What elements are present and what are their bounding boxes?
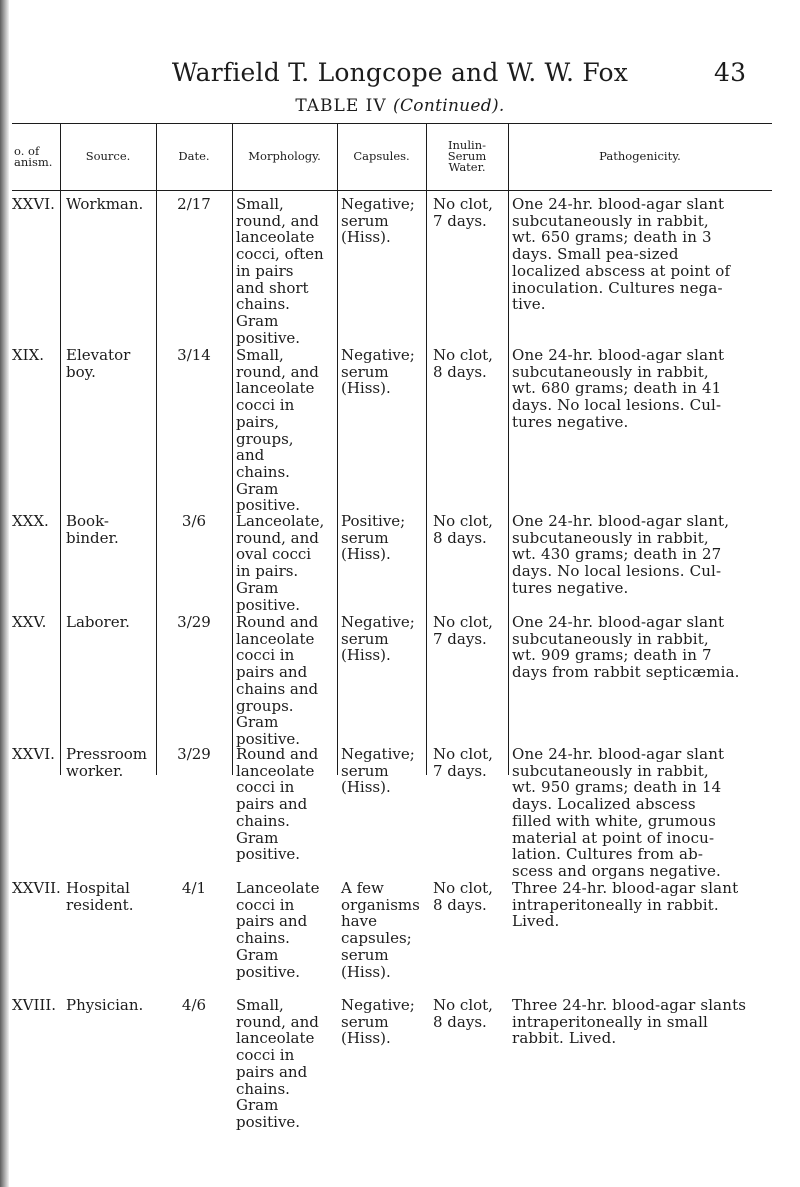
header-date: Date. [178,149,210,163]
column-divider [232,123,233,775]
capsules-cell: Negative; serum (Hiss). [341,195,415,247]
table-caption [0,96,800,116]
pathogenicity-cell: One 24-hr. blood-agar slant subcutaneously in rabbit, wt. 909 grams; death in 7 days from rabbit septicæmia. [512,613,740,682]
date-cell: 3/29 [177,745,211,763]
pathogenicity-cell: One 24-hr. blood-agar slant, subcutaneously in rabbit, wt. 430 grams; death in 27 days. No local lesions. Cul- tures negative. [512,512,730,597]
organism-cell: XVIII. [12,996,57,1014]
page-spine-shadow [0,0,9,1187]
running-head [0,58,800,87]
capsules-cell: Negative; serum (Hiss). [341,613,415,665]
pathogenicity-cell: One 24-hr. blood-agar slant subcutaneously in rabbit, wt. 680 grams; death in 41 days. No local lesions. Cul- tures negative. [512,346,725,431]
organism-cell: XXV. [12,613,47,631]
date-cell: 3/6 [181,512,207,530]
morphology-cell: Round and lanceolate cocci in pairs and chains. Gram positive. [236,745,319,864]
column-divider [426,123,427,775]
morphology-cell: Small, round, and lanceolate cocci in pairs, groups, and chains. Gram positive. [236,346,319,515]
inulin-cell: No clot, 7 days. [433,195,493,230]
running-head-title: Warfield T. Longcope and W. W. Fox [171,58,629,87]
column-divider [508,123,509,775]
morphology-cell: Lanceolate, round, and oval cocci in pairs. Gram positive. [236,512,325,614]
source-cell: Hospital resident. [66,879,134,914]
date-cell: 3/14 [177,346,211,364]
morphology-cell: Round and lanceolate cocci in pairs and chains and groups. Gram positive. [236,613,319,748]
source-cell: Elevator boy. [66,346,131,381]
source-cell: Laborer. [66,613,130,631]
table-caption-label: TABLE IV [295,96,387,116]
pathogenicity-cell: Three 24-hr. blood-agar slant intraperitoneally in rabbit. Lived. [512,879,739,931]
date-cell: 4/1 [181,879,207,897]
capsules-cell: Positive; serum (Hiss). [341,512,406,564]
page-number: 43 [714,58,747,87]
column-divider [337,123,338,775]
inulin-cell: No clot, 7 days. [433,745,493,780]
pathogenicity-cell: One 24-hr. blood-agar slant subcutaneously in rabbit, wt. 950 grams; death in 14 days. Localized abscess filled with white, grumous material at point of inocu- lation. Cultures from ab- scess and organs negative. [512,745,725,880]
header-organism: o. of anism. [14,143,53,169]
header-inulin-serum-water: Inulin- Serum Water. [447,138,487,174]
morphology-cell: Small, round, and lanceolate cocci in pairs and chains. Gram positive. [236,996,319,1131]
pathogenicity-cell: Three 24-hr. blood-agar slants intraperitoneally in small rabbit. Lived. [512,996,747,1048]
morphology-cell: Small, round, and lanceolate cocci, often in pairs and short chains. Gram positive. [236,195,324,347]
column-divider [60,123,61,775]
header-pathogenicity: Pathogenicity. [599,149,681,163]
column-divider [156,123,157,775]
organism-cell: XXX. [12,512,49,530]
morphology-cell: Lanceolate cocci in pairs and chains. Gram positive. [236,879,320,981]
inulin-cell: No clot, 8 days. [433,512,493,547]
source-cell: Pressroom worker. [66,745,147,780]
inulin-cell: No clot, 8 days. [433,996,493,1031]
date-cell: 3/29 [177,613,211,631]
inulin-cell: No clot, 7 days. [433,613,493,648]
table-caption-note: (Continued). [393,96,505,116]
organism-cell: XXVII. [12,879,61,897]
capsules-cell: Negative; serum (Hiss). [341,745,415,797]
header-morphology: Morphology. [248,149,321,163]
table-header-rule [12,190,772,191]
header-capsules: Capsules. [353,149,410,163]
inulin-cell: No clot, 8 days. [433,879,493,914]
source-cell: Physician. [66,996,144,1014]
organism-cell: XIX. [12,346,45,364]
source-cell: Workman. [66,195,144,213]
capsules-cell: Negative; serum (Hiss). [341,996,415,1048]
organism-cell: XXVI. [12,745,55,763]
organism-cell: XXVI. [12,195,55,213]
capsules-cell: Negative; serum (Hiss). [341,346,415,398]
inulin-cell: No clot, 8 days. [433,346,493,381]
pathogenicity-cell: One 24-hr. blood-agar slant subcutaneously in rabbit, wt. 650 grams; death in 3 days. Small pea-sized localized abscess at point of inoculation. Cultures nega- tive. [512,195,731,314]
date-cell: 4/6 [181,996,207,1014]
header-source: Source. [85,149,131,163]
date-cell: 2/17 [177,195,211,213]
source-cell: Book- binder. [66,512,119,547]
capsules-cell: A few organisms have capsules; serum (Hiss). [341,879,420,981]
